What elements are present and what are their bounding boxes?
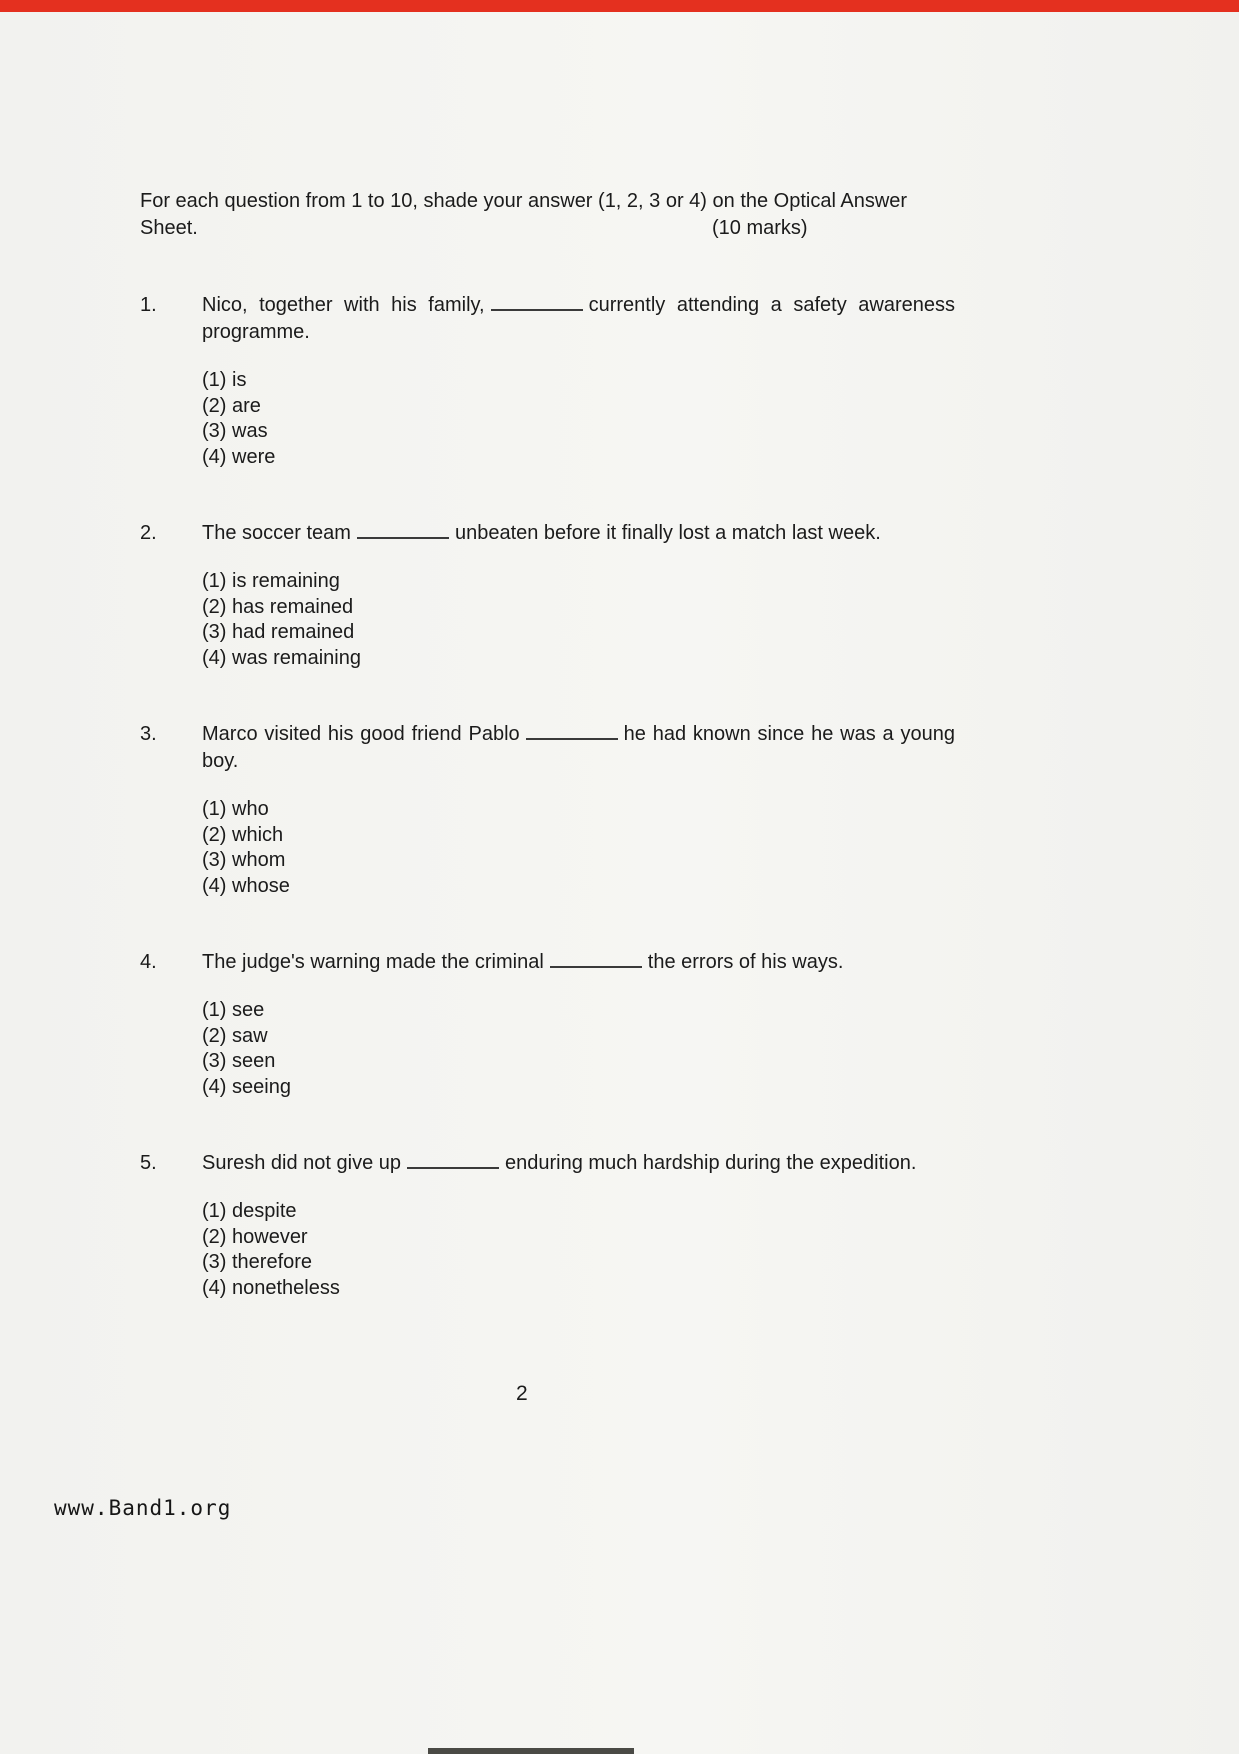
answer-blank [526, 735, 618, 740]
answer-blank [357, 534, 449, 539]
question-3 [140, 721, 955, 899]
scan-artifact [428, 1748, 634, 1754]
option: (4) was remaining [202, 646, 361, 669]
option: (4) whose [202, 874, 290, 897]
question-text-after: enduring much hardship during the expedition. [505, 1152, 917, 1174]
question-number: 5. [140, 1152, 157, 1174]
options-list [202, 998, 955, 1100]
question-text-before: Suresh did not give up [202, 1152, 402, 1174]
options-list [202, 797, 955, 899]
option: (1) who [202, 798, 269, 820]
question-text [202, 292, 955, 346]
option: (1) is remaining [202, 570, 340, 592]
question-4 [140, 949, 955, 1100]
question-text-after: currently attending a safety awareness programme. [202, 294, 955, 343]
option: (1) is [202, 369, 247, 391]
option: (1) despite [202, 1200, 297, 1222]
option: (2) which [202, 823, 284, 846]
option: (4) seeing [202, 1075, 291, 1098]
question-number: 3. [140, 723, 157, 745]
question-body [202, 949, 955, 1100]
question-number: 1. [140, 294, 157, 316]
option: (3) seen [202, 1050, 276, 1072]
instructions-text: For each question from 1 to 10, shade your answer (1, 2, 3 or 4) on the Optical Answer Sheet. [140, 190, 908, 239]
option: (3) was [202, 420, 268, 442]
question-text-after: unbeaten before it finally lost a match last week. [454, 522, 881, 544]
option: (2) saw [202, 1024, 268, 1047]
answer-blank [407, 1164, 499, 1169]
question-text-before: The judge's warning made the criminal [202, 951, 544, 973]
question-body [202, 520, 955, 671]
option: (3) had remained [202, 621, 355, 643]
red-header-bar [0, 0, 1239, 12]
question-1 [140, 292, 955, 470]
option: (4) were [202, 445, 276, 468]
footer-url: www.Band1.org [54, 1496, 232, 1520]
page-number: 2 [516, 1382, 528, 1405]
question-text-before: Nico, together with his family, [202, 294, 485, 316]
answer-blank [491, 306, 583, 311]
option: (2) however [202, 1225, 308, 1248]
question-body [202, 1150, 955, 1301]
question-number: 4. [140, 951, 157, 973]
option: (2) has remained [202, 595, 354, 618]
instructions-block [140, 188, 955, 242]
answer-blank [550, 963, 642, 968]
option: (1) see [202, 999, 265, 1021]
option: (3) therefore [202, 1251, 313, 1273]
option: (4) nonetheless [202, 1276, 340, 1299]
question-2 [140, 520, 955, 671]
options-list [202, 569, 955, 671]
page-content [140, 188, 955, 1301]
question-number: 2. [140, 522, 157, 544]
question-text-before: Marco visited his good friend Pablo [202, 723, 520, 745]
question-text [202, 1150, 955, 1177]
option: (2) are [202, 394, 261, 417]
question-text-before: The soccer team [202, 522, 351, 544]
question-5 [140, 1150, 955, 1301]
option: (3) whom [202, 849, 286, 871]
question-text-after: the errors of his ways. [647, 951, 844, 973]
question-body [202, 721, 955, 899]
question-text-after: he had known since he was a young boy. [202, 723, 955, 772]
options-list [202, 1199, 955, 1301]
question-text [202, 721, 955, 775]
marks-label: (10 marks) [712, 217, 808, 239]
question-text [202, 520, 955, 547]
question-text [202, 949, 955, 976]
options-list [202, 368, 955, 470]
question-body [202, 292, 955, 470]
